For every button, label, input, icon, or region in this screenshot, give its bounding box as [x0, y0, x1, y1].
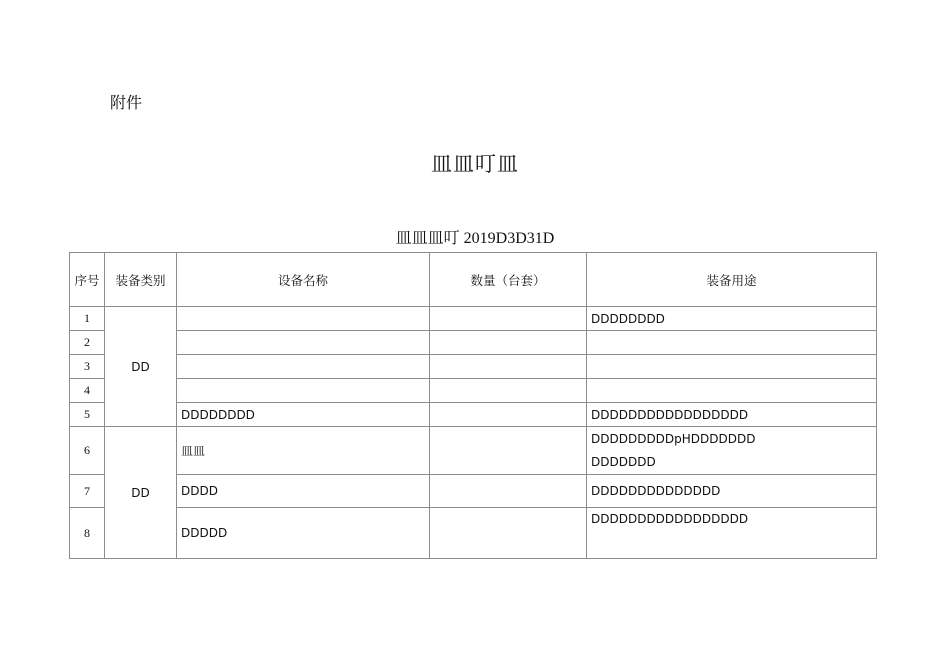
header-quantity: 数量（台套） [430, 253, 587, 307]
quantity-cell [430, 355, 587, 379]
device-name-cell: 皿皿 [177, 427, 430, 475]
table-row [70, 331, 877, 355]
table-row [70, 403, 877, 427]
quantity-cell [430, 379, 587, 403]
purpose-cell: DDDDDDDDDDDDDDDDD [587, 403, 877, 427]
device-name-cell [177, 355, 430, 379]
table-row [70, 379, 877, 403]
table-row [70, 307, 877, 331]
purpose-cell [587, 379, 877, 403]
purpose-cell: DDDDDDDDDDDDDDDDD [587, 508, 877, 559]
table-row [70, 355, 877, 379]
device-name-cell [177, 379, 430, 403]
purpose-cell [587, 355, 877, 379]
quantity-cell [430, 508, 587, 559]
purpose-cell: DDDDDDDD [587, 307, 877, 331]
device-name-cell [177, 307, 430, 331]
quantity-cell [430, 331, 587, 355]
header-equipment-category: 装备类别 [105, 253, 177, 307]
header-equipment-purpose: 装备用途 [587, 253, 877, 307]
quantity-cell [430, 307, 587, 331]
device-name-cell [177, 331, 430, 355]
purpose-line: DDDDDDDDDpHDDDDDDD [591, 431, 756, 446]
device-name-cell: DDDDD [177, 508, 430, 559]
table-row [70, 508, 877, 559]
row-number: 8 [70, 508, 105, 559]
document-title: 皿皿叮皿 [431, 152, 519, 176]
table-header-row [70, 253, 877, 307]
row-number: 4 [70, 379, 105, 403]
purpose-cell [587, 427, 877, 475]
purpose-cell: DDDDDDDDDDDDDD [587, 475, 877, 508]
row-number: 1 [70, 307, 105, 331]
quantity-cell [430, 475, 587, 508]
row-number: 2 [70, 331, 105, 355]
row-number: 6 [70, 427, 105, 475]
device-name-cell: DDDDDDDD [177, 403, 430, 427]
equipment-table [69, 252, 877, 559]
category-cell: DD [105, 427, 177, 559]
document-subtitle: 皿皿皿叮 2019D3D31D [395, 230, 555, 247]
quantity-cell [430, 427, 587, 475]
table-row [70, 427, 877, 475]
row-number: 5 [70, 403, 105, 427]
quantity-cell [430, 403, 587, 427]
attachment-label: 附件 [110, 93, 143, 112]
purpose-cell [587, 331, 877, 355]
table-row [70, 475, 877, 508]
row-number: 7 [70, 475, 105, 508]
device-name-cell: DDDD [177, 475, 430, 508]
header-device-name: 设备名称 [177, 253, 430, 307]
purpose-line: DDDDDDD [591, 454, 656, 469]
category-cell: DD [105, 307, 177, 427]
header-serial-number: 序号 [70, 253, 105, 307]
row-number: 3 [70, 355, 105, 379]
